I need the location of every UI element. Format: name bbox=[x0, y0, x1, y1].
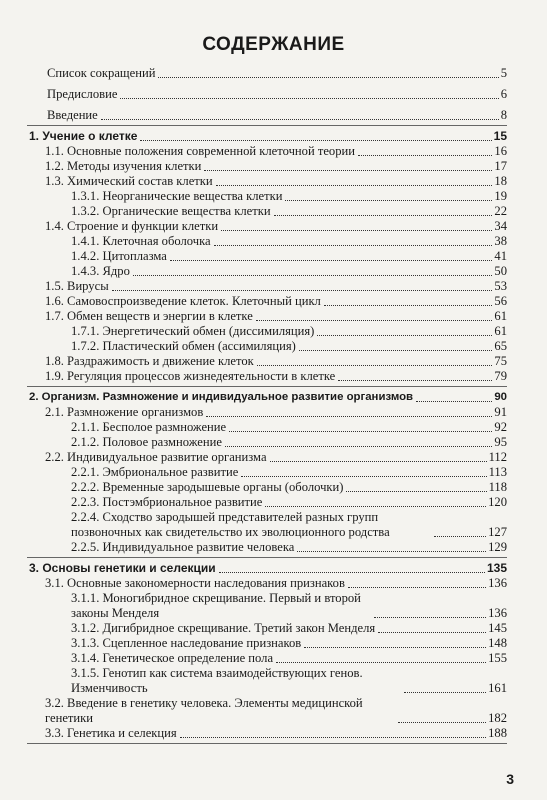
dot-leader bbox=[324, 305, 493, 306]
toc-entry-title: Список сокращений bbox=[47, 66, 156, 80]
toc-chapter bbox=[27, 390, 507, 405]
toc-entry-title: 2.2.3. Постэмбриональное развитие bbox=[71, 495, 263, 509]
toc-entry-page: 188 bbox=[488, 726, 507, 740]
dot-leader bbox=[241, 476, 486, 477]
toc-entry-title: 1.2. Методы изучения клетки bbox=[45, 159, 202, 173]
dot-leader bbox=[378, 632, 486, 633]
toc-entry bbox=[27, 159, 507, 174]
toc-entry-title: 1.4. Строение и функции клетки bbox=[45, 219, 219, 233]
toc-entry-title: 2.2.2. Временные зародышевые органы (оболочки) bbox=[71, 480, 344, 494]
toc-entry-page: 56 bbox=[494, 294, 507, 308]
toc-entry-title: 3.1.3. Сцепленное наследование признаков bbox=[71, 636, 302, 650]
dot-leader bbox=[133, 275, 493, 276]
toc-entry-page: 127 bbox=[488, 525, 507, 539]
toc-entry-page: 61 bbox=[494, 309, 507, 323]
toc-chapter bbox=[27, 129, 507, 144]
toc-entry-page: 61 bbox=[494, 324, 507, 338]
toc-entry-title: 3.1.4. Генетическое определение пола bbox=[71, 651, 274, 665]
toc-entry-page: 135 bbox=[486, 561, 507, 575]
dot-leader bbox=[216, 185, 493, 186]
dot-leader bbox=[221, 230, 492, 231]
toc-entry-title: 1.7. Обмен веществ и энергии в клетке bbox=[45, 309, 253, 323]
toc-entry-page: 22 bbox=[494, 204, 507, 218]
toc-entry-page: 18 bbox=[494, 174, 507, 188]
toc-entry bbox=[27, 420, 507, 435]
toc-entry-page: 120 bbox=[488, 495, 507, 509]
toc-entry-page: 41 bbox=[494, 249, 507, 263]
toc-entry-page: 155 bbox=[488, 651, 507, 665]
toc-entry bbox=[27, 510, 507, 540]
toc-entry-page: 50 bbox=[494, 264, 507, 278]
toc-entry-page: 91 bbox=[494, 405, 507, 419]
dot-leader bbox=[404, 692, 486, 693]
toc-entry-page: 34 bbox=[494, 219, 507, 233]
toc-entry-title: 2.2. Индивидуальное развитие организма bbox=[45, 450, 267, 464]
toc-entry-page: 148 bbox=[488, 636, 507, 650]
dot-leader bbox=[214, 245, 493, 246]
toc-entry bbox=[27, 354, 507, 369]
dot-leader bbox=[229, 431, 492, 432]
toc-entry bbox=[27, 435, 507, 450]
toc-entry bbox=[27, 465, 507, 480]
toc-entry bbox=[27, 651, 507, 666]
dot-leader bbox=[120, 98, 498, 99]
toc-entry-title: 1.9. Регуляция процессов жизнедеятельности в клетке bbox=[45, 369, 336, 383]
toc-entry-title: 2.1.2. Половое размножение bbox=[71, 435, 222, 449]
toc-entry-title: 3. Основы генетики и селекции bbox=[29, 561, 216, 575]
toc-entry-page: 112 bbox=[488, 450, 507, 464]
toc-entry bbox=[27, 174, 507, 189]
toc-entry bbox=[27, 324, 507, 339]
toc-entry bbox=[27, 108, 507, 123]
toc-entry bbox=[27, 480, 507, 495]
toc-entry bbox=[27, 369, 507, 384]
toc-entry-title: 1.8. Раздражимость и движение клеток bbox=[45, 354, 254, 368]
toc-entry bbox=[27, 405, 507, 420]
toc-entry bbox=[27, 309, 507, 324]
dot-leader bbox=[374, 617, 486, 618]
toc-entry-title: 1.4.3. Ядро bbox=[71, 264, 130, 278]
toc-entry-title: 3.1. Основные закономерности наследования признаков bbox=[45, 576, 345, 590]
toc-entry-page: 161 bbox=[488, 681, 507, 695]
table-of-contents bbox=[27, 66, 507, 744]
toc-entry-page: 65 bbox=[494, 339, 507, 353]
toc-entry-title: 2.2.4. Сходство зародышей представителей разных групп позвоночных как свидетельство их эволюционного родства bbox=[71, 510, 390, 539]
toc-entry bbox=[27, 726, 507, 741]
dot-leader bbox=[276, 662, 486, 663]
toc-entry-title: 1.7.1. Энергетический обмен (диссимиляция) bbox=[71, 324, 315, 338]
toc-entry-page: 90 bbox=[494, 391, 507, 403]
toc-entry-title: 1.4.2. Цитоплазма bbox=[71, 249, 167, 263]
toc-entry bbox=[27, 87, 507, 102]
toc-entry bbox=[27, 249, 507, 264]
toc-entry-page: 113 bbox=[488, 465, 507, 479]
dot-leader bbox=[204, 170, 492, 171]
dot-leader bbox=[257, 365, 493, 366]
toc-entry bbox=[27, 66, 507, 81]
toc-entry bbox=[27, 591, 507, 621]
toc-entry-title: Введение bbox=[47, 108, 98, 122]
toc-entry-title: 2.2.5. Индивидуальное развитие человека bbox=[71, 540, 295, 554]
toc-entry-title: 3.1.1. Моногибридное скрещивание. Первый и второй законы Менделя bbox=[71, 591, 361, 620]
dot-leader bbox=[398, 722, 486, 723]
toc-entry bbox=[27, 234, 507, 249]
dot-leader bbox=[299, 350, 493, 351]
toc-entry-title: 3.3. Генетика и селекция bbox=[45, 726, 177, 740]
toc-entry-page: 145 bbox=[488, 621, 507, 635]
toc-entry-page: 75 bbox=[494, 354, 507, 368]
toc-entry-page: 95 bbox=[494, 435, 507, 449]
toc-entry-title: 3.2. Введение в генетику человека. Элементы медицинской генетики bbox=[45, 696, 363, 725]
dot-leader bbox=[358, 155, 492, 156]
toc-entry-page: 136 bbox=[488, 606, 507, 620]
toc-entry-title: 2.1. Размножение организмов bbox=[45, 405, 204, 419]
toc-entry-page: 17 bbox=[494, 159, 507, 173]
toc-entry bbox=[27, 204, 507, 219]
dot-leader bbox=[101, 119, 499, 120]
toc-entry bbox=[27, 540, 507, 555]
toc-entry-page: 129 bbox=[488, 540, 507, 554]
toc-entry-title: 1.4.1. Клеточная оболочка bbox=[71, 234, 211, 248]
toc-entry bbox=[27, 621, 507, 636]
page-number: 3 bbox=[506, 771, 514, 787]
dot-leader bbox=[265, 506, 486, 507]
dot-leader bbox=[158, 77, 498, 78]
toc-entry-title: 1. Учение о клетке bbox=[29, 129, 138, 143]
toc-entry bbox=[27, 450, 507, 465]
dot-leader bbox=[170, 260, 493, 261]
toc-entry-page: 19 bbox=[494, 189, 507, 203]
dot-leader bbox=[112, 290, 493, 291]
toc-entry-page: 92 bbox=[494, 420, 507, 434]
toc-entry-page: 118 bbox=[488, 480, 507, 494]
toc-entry bbox=[27, 144, 507, 159]
toc-entry-page: 79 bbox=[494, 369, 507, 383]
page-title: СОДЕРЖАНИЕ bbox=[202, 34, 345, 55]
dot-leader bbox=[256, 320, 493, 321]
dot-leader bbox=[270, 461, 487, 462]
toc-entry-page: 182 bbox=[488, 711, 507, 725]
dot-leader bbox=[140, 140, 491, 141]
toc-entry-title: 1.1. Основные положения современной клеточной теории bbox=[45, 144, 355, 158]
dot-leader bbox=[317, 335, 492, 336]
toc-entry-title: Предисловие bbox=[47, 87, 118, 101]
dot-leader bbox=[304, 647, 486, 648]
toc-entry-title: 1.5. Вирусы bbox=[45, 279, 109, 293]
toc-entry bbox=[27, 264, 507, 279]
toc-entry-title: 2.2.1. Эмбриональное развитие bbox=[71, 465, 239, 479]
dot-leader bbox=[225, 446, 492, 447]
toc-entry bbox=[27, 339, 507, 354]
dot-leader bbox=[285, 200, 492, 201]
dot-leader bbox=[219, 572, 485, 573]
toc-chapter bbox=[27, 561, 507, 576]
toc-entry-page: 53 bbox=[494, 279, 507, 293]
dot-leader bbox=[274, 215, 493, 216]
toc-entry-page: 6 bbox=[500, 87, 507, 101]
dot-leader bbox=[180, 737, 486, 738]
toc-entry-title: 1.3. Химический состав клетки bbox=[45, 174, 213, 188]
toc-entry-title: 3.1.5. Генотип как система взаимодействующих генов. Изменчивость bbox=[71, 666, 363, 695]
toc-entry-title: 1.6. Самовоспроизведение клеток. Клеточный цикл bbox=[45, 294, 321, 308]
toc-entry bbox=[27, 636, 507, 651]
toc-entry bbox=[27, 294, 507, 309]
toc-entry-page: 136 bbox=[488, 576, 507, 590]
dot-leader bbox=[206, 416, 492, 417]
toc-entry-title: 2. Организм. Размножение и индивидуальное развитие организмов bbox=[29, 391, 414, 403]
toc-entry-title: 2.1.1. Бесполое размножение bbox=[71, 420, 227, 434]
toc-entry bbox=[27, 189, 507, 204]
toc-entry bbox=[27, 219, 507, 234]
dot-leader bbox=[348, 587, 486, 588]
toc-entry bbox=[27, 279, 507, 294]
toc-entry-title: 1.3.2. Органические вещества клетки bbox=[71, 204, 271, 218]
toc-entry-page: 8 bbox=[500, 108, 507, 122]
toc-entry bbox=[27, 666, 507, 696]
dot-leader bbox=[297, 551, 486, 552]
dot-leader bbox=[416, 401, 492, 402]
toc-entry-page: 16 bbox=[494, 144, 507, 158]
dot-leader bbox=[434, 536, 486, 537]
toc-entry-title: 1.7.2. Пластический обмен (ассимиляция) bbox=[71, 339, 296, 353]
toc-entry-page: 5 bbox=[500, 66, 507, 80]
dot-leader bbox=[338, 380, 492, 381]
toc-entry-page: 38 bbox=[494, 234, 507, 248]
dot-leader bbox=[346, 491, 486, 492]
toc-entry-title: 1.3.1. Неорганические вещества клетки bbox=[71, 189, 283, 203]
toc-entry bbox=[27, 576, 507, 591]
toc-entry bbox=[27, 696, 507, 726]
toc-entry bbox=[27, 495, 507, 510]
toc-entry-title: 3.1.2. Дигибридное скрещивание. Третий закон Менделя bbox=[71, 621, 376, 635]
toc-entry-page: 15 bbox=[493, 129, 507, 143]
